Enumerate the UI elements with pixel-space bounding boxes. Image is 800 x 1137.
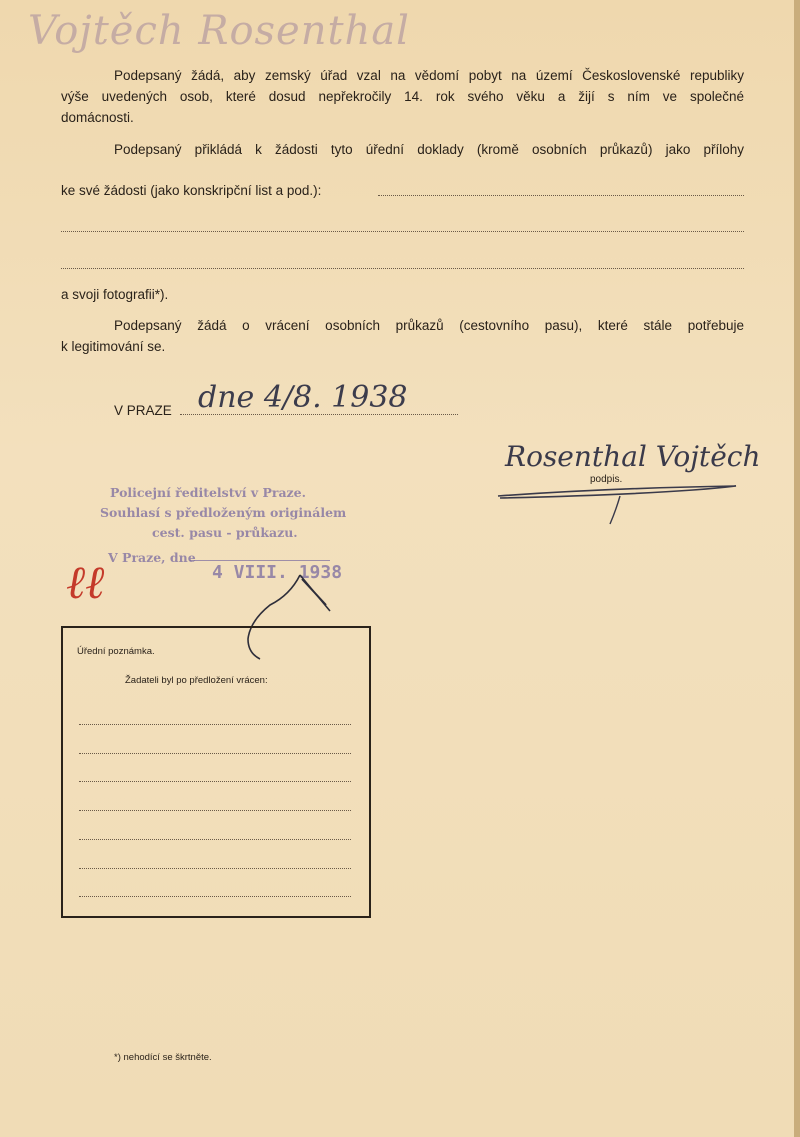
place-label: V PRAZE (114, 403, 172, 418)
stamp-line2: Souhlasí s předloženým originálem (100, 505, 347, 520)
para2-line2: ke své žádosti (jako konskripční list a pod.): (61, 183, 322, 198)
attachments-dotted-line-3 (61, 268, 744, 269)
note-dotted-line-6 (79, 868, 351, 869)
stamp-line1: Policejní ředitelství v Praze. (110, 485, 306, 500)
note-dotted-line-1 (79, 724, 351, 725)
official-note-title: Úřední poznámka. (77, 646, 155, 657)
para3-line2: k legitimování se. (61, 339, 166, 354)
para2-line3: a svoji fotografii*). (61, 287, 169, 302)
note-dotted-line-5 (79, 839, 351, 840)
stamp-line3: cest. pasu - průkazu. (152, 525, 298, 540)
note-dotted-line-2 (79, 753, 351, 754)
para1-line2: výše uvedených osob, které dosud nepřekročily 14. rok svého věku a žijí s ním ve společné (61, 89, 744, 104)
signature-label: podpis. (590, 474, 623, 485)
official-note-box (61, 626, 371, 918)
stamp-date: 4 VIII. 1938 (212, 562, 343, 583)
footnote: *) nehodící se škrtněte. (114, 1052, 212, 1063)
page-edge (794, 0, 800, 1137)
stamp-line4: V Praze, dne (108, 550, 196, 565)
note-dotted-line-7 (79, 896, 351, 897)
para3-line1: Podepsaný žádá o vrácení osobních průkazů (cestovního pasu), které stále potřebuje (114, 318, 744, 333)
handwritten-signature: Rosenthal Vojtěch (505, 440, 761, 473)
attachments-dotted-line-2 (61, 231, 744, 232)
attachments-dotted-line-1 (378, 195, 744, 196)
official-note-subtitle: Žadateli byl po předložení vrácen: (125, 675, 268, 686)
handwritten-name: Vojtěch Rosenthal (28, 8, 410, 54)
para1-line1: Podepsaný žádá, aby zemský úřad vzal na vědomí pobyt na území Československé republiky (114, 68, 744, 83)
note-dotted-line-3 (79, 781, 351, 782)
note-dotted-line-4 (79, 810, 351, 811)
handwritten-red-mark: ℓℓ (66, 555, 105, 609)
para1-line3: domácnosti. (61, 110, 134, 125)
handwritten-date: dne 4/8. 1938 (198, 380, 408, 415)
para2-line1: Podepsaný přikládá k žádosti tyto úřední doklady (kromě osobních průkazů) jako přílohy (114, 142, 744, 157)
